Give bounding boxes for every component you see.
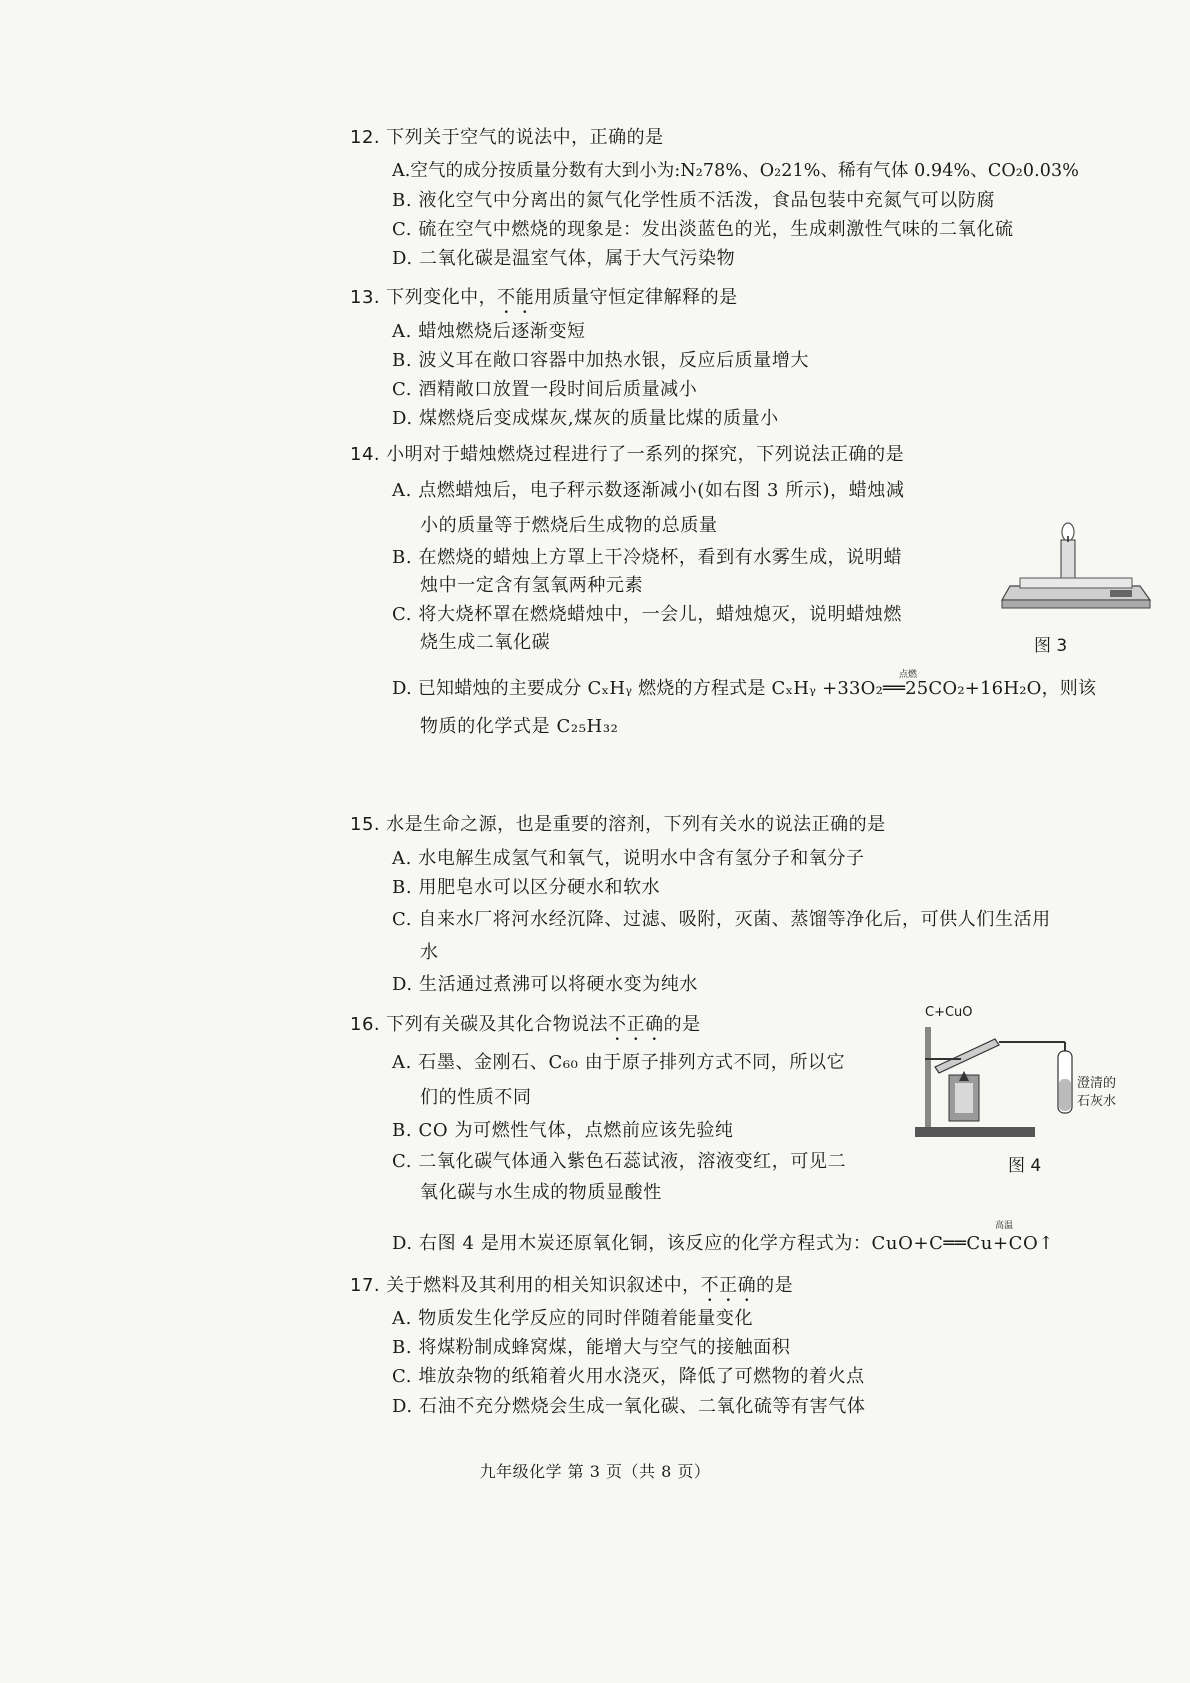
emphasis-text: 不正确 <box>608 1014 664 1035</box>
option-16-d: D. 右图 4 是用木炭还原氧化铜，该反应的化学方程式为：CuO+C══Cu+CO↑ <box>392 1233 1055 1254</box>
option-14-d: D. 已知蜡烛的主要成分 CₓHᵧ 燃烧的方程式是 CₓHᵧ +33O₂══25CO₂+16H₂O，则该 <box>392 678 1097 699</box>
question-13 <box>350 283 738 318</box>
option-16-b: B. CO 为可燃性气体，点燃前应该先验纯 <box>392 1120 734 1141</box>
question-stem-pre: 下列变化中， <box>386 287 498 308</box>
option-12-c: C. 硫在空气中燃烧的现象是：发出淡蓝色的光，生成刺激性气味的二氧化硫 <box>392 219 1014 240</box>
question-stem-post: 的是 <box>756 1275 794 1296</box>
option-14-c: C. 将大烧杯罩在燃烧蜡烛中，一会儿，蜡烛熄灭，说明蜡烛燃 <box>392 604 902 625</box>
option-16-a-cont: 们的性质不同 <box>420 1087 532 1108</box>
option-16-c: C. 二氧化碳气体通入紫色石蕊试液，溶液变红，可见二 <box>392 1151 847 1172</box>
option-16-c-cont: 氧化碳与水生成的物质显酸性 <box>420 1182 662 1203</box>
question-number: 14. <box>350 444 381 465</box>
figure-3-balance-candle <box>1000 500 1160 610</box>
question-stem-pre: 下列有关碳及其化合物说法 <box>386 1014 609 1035</box>
option-16-a: A. 石墨、金刚石、C₆₀ 由于原子排列方式不同，所以它 <box>392 1052 846 1073</box>
figure-4-side-label-2: 石灰水 <box>1077 1094 1117 1109</box>
option-15-c: C. 自来水厂将河水经沉降、过滤、吸附，灭菌、蒸馏等净化后，可供人们生活用 <box>392 909 1051 930</box>
question-17 <box>350 1271 793 1306</box>
question-12 <box>350 123 664 149</box>
option-17-d: D. 石油不充分燃烧会生成一氧化碳、二氧化硫等有害气体 <box>392 1396 866 1417</box>
question-stem: 水是生命之源，也是重要的溶剂，下列有关水的说法正确的是 <box>386 814 886 835</box>
option-13-b: B. 波义耳在敞口容器中加热水银，反应后质量增大 <box>392 350 810 371</box>
option-12-b: B. 液化空气中分离出的氮气化学性质不活泼，食品包装中充氮气可以防腐 <box>392 190 996 211</box>
option-15-c-cont: 水 <box>420 942 439 963</box>
option-15-b: B. 用肥皂水可以区分硬水和软水 <box>392 877 661 898</box>
question-15 <box>350 810 886 836</box>
option-14-b: B. 在燃烧的蜡烛上方罩上干冷烧杯，看到有水雾生成，说明蜡 <box>392 547 903 568</box>
figure-4-caption: 图 4 <box>1008 1156 1042 1176</box>
question-stem-pre: 关于燃料及其利用的相关知识叙述中， <box>386 1275 701 1296</box>
question-number: 13. <box>350 287 381 308</box>
question-16 <box>350 1010 701 1045</box>
question-stem-post: 用质量守恒定律解释的是 <box>534 287 738 308</box>
emphasis-text: 不能 <box>497 287 535 308</box>
question-number: 16. <box>350 1014 381 1035</box>
figure-4-side-label-1: 澄清的 <box>1077 1076 1117 1091</box>
option-13-c: C. 酒精敞口放置一段时间后质量减小 <box>392 379 698 400</box>
option-14-a-cont: 小的质量等于燃烧后生成物的总质量 <box>420 515 718 536</box>
reaction-condition: 高温 <box>995 1221 1014 1231</box>
option-14-d-cont: 物质的化学式是 C₂₅H₃₂ <box>420 716 619 737</box>
question-14 <box>350 440 904 466</box>
option-17-a: A. 物质发生化学反应的同时伴随着能量变化 <box>392 1308 754 1329</box>
question-stem: 小明对于蜡烛燃烧过程进行了一系列的探究，下列说法正确的是 <box>386 444 905 465</box>
question-number: 15. <box>350 814 381 835</box>
option-13-a: A. 蜡烛燃烧后逐渐变短 <box>392 321 586 342</box>
option-12-a: A.空气的成分按质量分数有大到小为:N₂78%、O₂21%、稀有气体 0.94%、CO₂0.03% <box>392 161 1079 181</box>
option-14-b-cont: 烛中一定含有氢氧两种元素 <box>420 575 644 596</box>
option-17-b: B. 将煤粉制成蜂窝煤，能增大与空气的接触面积 <box>392 1337 791 1358</box>
emphasis-text: 不正确 <box>700 1275 757 1296</box>
page-footer: 九年级化学 第 3 页（共 8 页） <box>479 1462 711 1481</box>
question-number: 12. <box>350 127 381 148</box>
option-14-c-cont: 烧生成二氧化碳 <box>420 632 551 653</box>
figure-3-caption: 图 3 <box>1034 636 1068 656</box>
question-stem: 下列关于空气的说法中，正确的是 <box>386 127 664 148</box>
question-number: 17. <box>350 1275 381 1296</box>
option-13-d: D. 煤燃烧后变成煤灰,煤灰的质量比煤的质量小 <box>392 408 779 429</box>
option-15-d: D. 生活通过煮沸可以将硬水变为纯水 <box>392 974 699 995</box>
figure-4-top-label: C+CuO <box>925 1005 973 1020</box>
option-12-d: D. 二氧化碳是温室气体，属于大气污染物 <box>392 248 736 269</box>
option-17-c: C. 堆放杂物的纸箱着火用水浇灭，降低了可燃物的着火点 <box>392 1366 865 1387</box>
option-15-a: A. 水电解生成氢气和氧气，说明水中含有氢分子和氧分子 <box>392 848 865 869</box>
option-14-a: A. 点燃蜡烛后，电子秤示数逐渐减小(如右图 3 所示)，蜡烛减 <box>392 480 905 501</box>
reaction-condition: 点燃 <box>899 670 918 680</box>
question-stem-post: 的是 <box>663 1014 701 1035</box>
